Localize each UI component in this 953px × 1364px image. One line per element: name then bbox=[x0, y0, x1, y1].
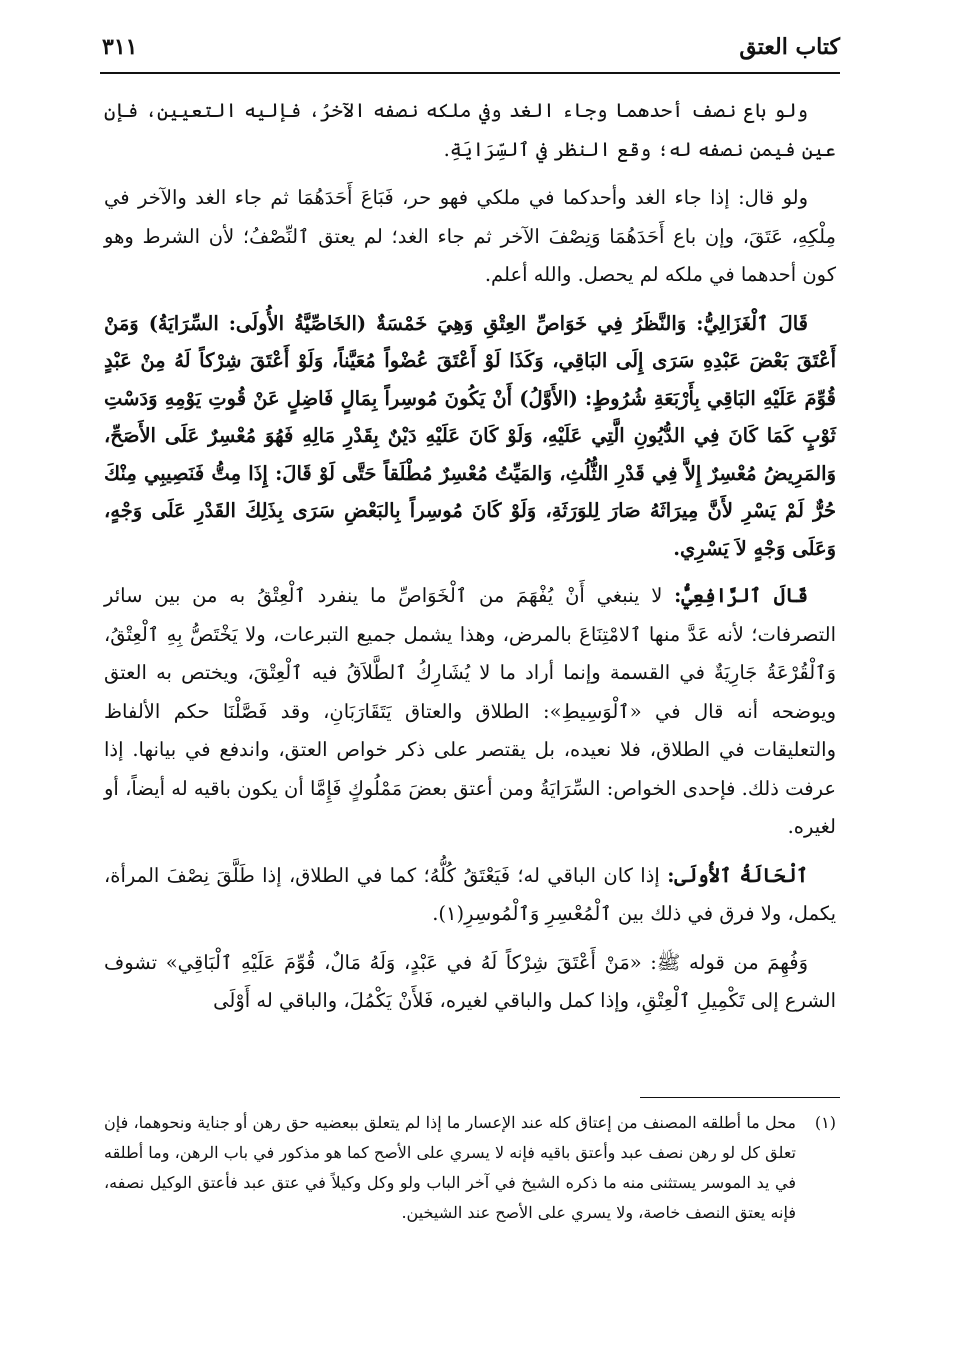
footnote-divider bbox=[640, 1097, 840, 1098]
main-text bbox=[104, 92, 836, 1031]
rafii-commentary bbox=[104, 577, 836, 847]
paragraph-text: إذا كان الباقي له؛ فَيَعْتَقُ كُلُّهُ؛ كما في الطلاق، إذا طَلَّقَ نِصْفَ المرأة، يكمل، ولا فرق في ذلك بين ٱلْمُعْسِرِ وَٱلْمُوسِرِ(١). bbox=[104, 863, 836, 925]
ghazali-quote bbox=[104, 305, 836, 568]
paragraph bbox=[104, 179, 836, 295]
page-number: ٣١١ bbox=[102, 34, 138, 60]
paragraph-text: وَفُهِمَ من قوله ﷺ: «مَنْ أَعْتَقَ شِرْكاً لَهُ في عَبْدٍ، وَلَهُ مَالٌ، قُوِّمَ عَلَيْهِ ٱلْبَاقِي» تشوف الشرع إلى تَكْمِيلِ ٱلْعِتْقِ، وإذا كمل والباقي لغيره، فَلأَنْ يَكْمُلَ، والباقي له أَوْلَى bbox=[104, 950, 836, 1012]
speaker-lead: قَالَ ٱلرَّافِعِيُّ: bbox=[674, 584, 808, 607]
case-heading-paragraph bbox=[104, 857, 836, 934]
paragraph-text: ولو باع نصف أحدهما وجاء الغد وفي ملكه نصفه الآخرُ، فإليه التعيين، فإن عين فيمن نصفه له؛ وقع النظر في ٱلسِّرَايَةِ. bbox=[104, 99, 836, 161]
book-section-title: كتاب العتق bbox=[739, 34, 840, 60]
paragraph bbox=[104, 92, 836, 169]
header-divider bbox=[100, 72, 840, 74]
footnote bbox=[104, 1108, 836, 1228]
paragraph-text: وَالنَّظَرُ فِي خَوَاصِّ العِتْقِ وَهِيَ خَمْسَةٌ (الخَاصِّيَّةُ الأُولَى: السِّرَايَةُ) وَمَنْ أَعْتَقَ بَعْضَ عَبْدِهِ سَرَى إِلَى البَاقِي، وَكَذَا لَوْ أَعْتَقَ عُضْواً مُعَيَّناً، وَلَوْ أَعْتَقَ شِرْكاً لَهُ مِنْ عَبْدٍ قُوِّمَ عَلَيْهِ البَاقِي بِأَرْبَعَةِ شُرُوطٍ: (الأَوَّلُ) أَنْ يَكُونَ مُوسِراً بِمَالٍ فَاضِلٍ عَنْ قُوتِ يَوْمِهِ وَدَسْتِ ثَوْبٍ كَمَا كَانَ فِي الدُّيُونِ الَّتِي عَلَيْهِ، وَلَوْ كَانَ عَلَيْهِ دَيْنٌ بِقَدْرِ مَالِهِ فَهُوَ مُعْسِرٌ عَلَى الأَصَحِّ، وَالمَرِيضُ مُعْسِرٌ إِلاَّ فِي قَدْرِ الثُّلُثِ، وَالمَيِّتُ مُعْسِرٌ مُطْلَقاً حَتَّى لَوْ قَالَ: إِذَا مِتُّ فَنَصِيبِي مِنْكَ حُرٌّ لَمْ يَسْرِ لأَنَّ مِيرَاثَهُ صَارَ لِلوَرَثَةِ، وَلَوْ كَانَ مُوسِراً بِالبَعْضِ سَرَى بِذَلِكَ القَدْرِ عَلَى وَجْهٍ، وَعَلَى وَجْهٍ لاَ يَسْرِي. bbox=[104, 311, 837, 560]
running-header bbox=[100, 28, 840, 72]
footnote-number: (١) bbox=[814, 1113, 836, 1132]
paragraph-text: ولو قال: إذا جاء الغد وأحدكما في ملكي فهو حر، فَبَاعَ أَحَدَهُمَا ثم جاء الغد والآخر في مِلْكِهِ، عَتَقَ، وإن باع أَحَدَهُمَا وَنِصْفَ الآخر ثم جاء الغد؛ لم يعتق ٱلنِّصْفُ؛ لأن الشرط وهو كون أحدهما في ملكه لم يحصل. والله أعلم. bbox=[104, 186, 836, 286]
paragraph bbox=[104, 944, 836, 1021]
case-lead: ٱلْحَالَةُ ٱلأُولَى: bbox=[667, 863, 809, 887]
footnote-text: محل ما أطلقه المصنف من إعتاق كله عند الإعسار ما إذا لم يتعلق ببعضيه حق رهن أو جناية ونحوهما، فإن تعلق كل لو رهن نصف عبد وأعتق باقيه فإنه لا يسري على الأصح كما هو مذكور في باب الرهن، وما أطلقه في يد الموسر يستثنى منه ما ذكره الشيخ في آخر الباب ولو وكل وكيلاً في عتق عبد فأعتق الوكيل نصفه، فإنه يعتق النصف خاصة، ولا يسري على الأصح عند الشيخين. bbox=[104, 1113, 796, 1222]
paragraph-text: لا ينبغي أَنْ يُفْهَمَ من ٱلْخَوَاصِّ ما ينفرد ٱلْعِتْقُ به من بين سائر التصرفات؛ لأنه عَدَّ منها ٱلامْتِنَاعَ بالمرض، وهذا يشمل جميع التبرعات، ولا يَخْتَصُّ بِهِ ٱلْعِتْقُ، وَٱلْقُرْعَةُ جَارِيَةٌ في القسمة وإنما أراد ما لا يُشَارِكُ ٱلطَّلاَقُ فيه ٱلْعِتْقَ، ويختص به العتق ويوضحه أنه قال في «ٱلْوَسِيطِ»: الطلاق والعتاق يَتَقَارَبَانِ، وقد فَصَّلْنَا حكم الألفاظ والتعليقات في الطلاق، فلا نعيده، بل يقتصر على ذكر خواص العتق، واندفع في بيانها. إذا عرفت ذلك. فإحدى الخواص: السِّرَايَةُ ومن أعتق بعضَ مَمْلُوكٍ فَإِمَّا أن يكون باقيه له أيضاً، أو لغيره. bbox=[104, 584, 836, 838]
speaker-lead: قَالَ ٱلْغَزَالِيُّ: bbox=[696, 311, 808, 335]
